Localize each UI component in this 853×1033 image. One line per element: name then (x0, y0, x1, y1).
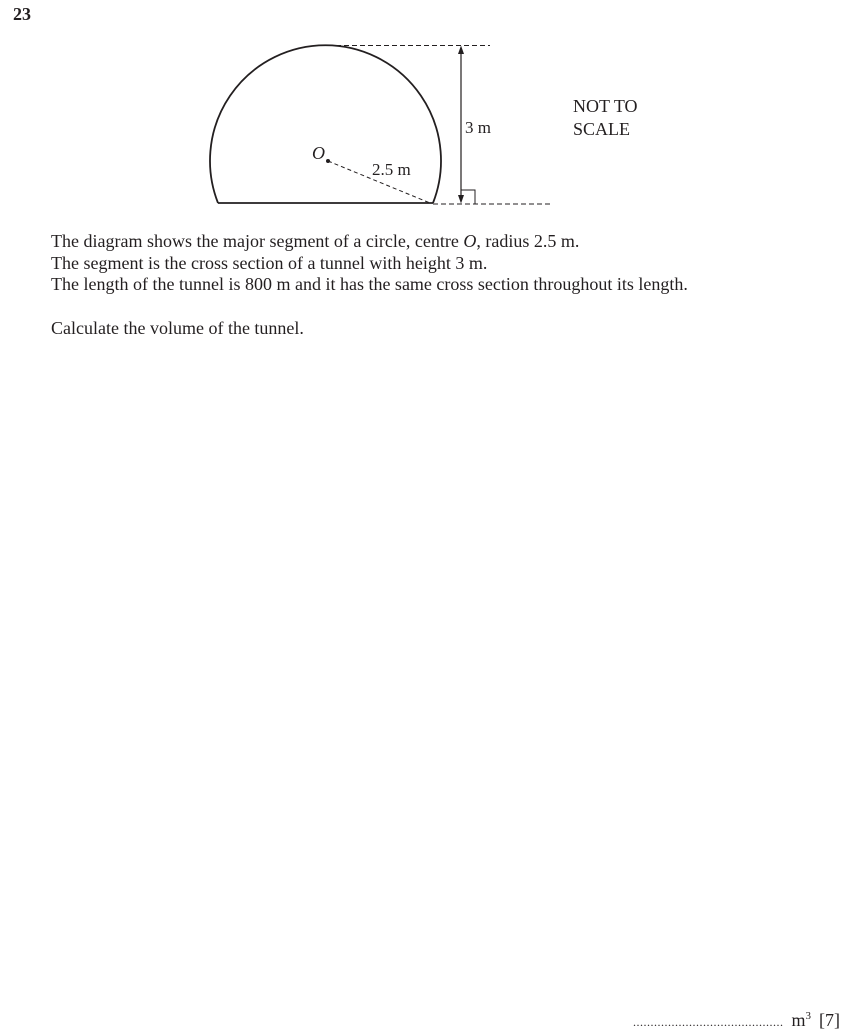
question-line-1-start: The diagram shows the major segment of a circle, centre (51, 231, 464, 251)
centre-symbol: O (463, 231, 477, 251)
question-line-1 (51, 231, 688, 253)
answer-unit: m (791, 1010, 806, 1030)
question-line-2: The segment is the cross section of a tunnel with height 3 m. (51, 252, 488, 273)
height-arrow-head-top (458, 46, 464, 55)
radius-label: 2.5 m (372, 160, 411, 179)
marks-label: [7] (819, 1010, 840, 1030)
scale-note-line-1: NOT TO (573, 96, 638, 116)
scale-note-line-2: SCALE (573, 119, 631, 139)
answer-dots[interactable]: ........................................... (632, 1015, 784, 1029)
question-line-1-end: , radius 2.5 m. (476, 231, 580, 251)
question-line-3: The length of the tunnel is 800 m and it has the same cross section throughout its length. (51, 274, 688, 294)
answer-line[interactable] (633, 1010, 840, 1031)
height-arrow-head-bottom (458, 195, 464, 204)
question-text (51, 231, 688, 339)
answer-unit-power: 3 (805, 1010, 811, 1022)
height-label: 3 m (465, 118, 491, 137)
not-to-scale-note (573, 95, 638, 141)
question-number: 23 (13, 4, 31, 24)
question-instruction: Calculate the volume of the tunnel. (51, 317, 304, 338)
segment-arc (210, 45, 441, 203)
centre-label: O (312, 143, 325, 163)
tunnel-cross-section-diagram (0, 0, 853, 230)
